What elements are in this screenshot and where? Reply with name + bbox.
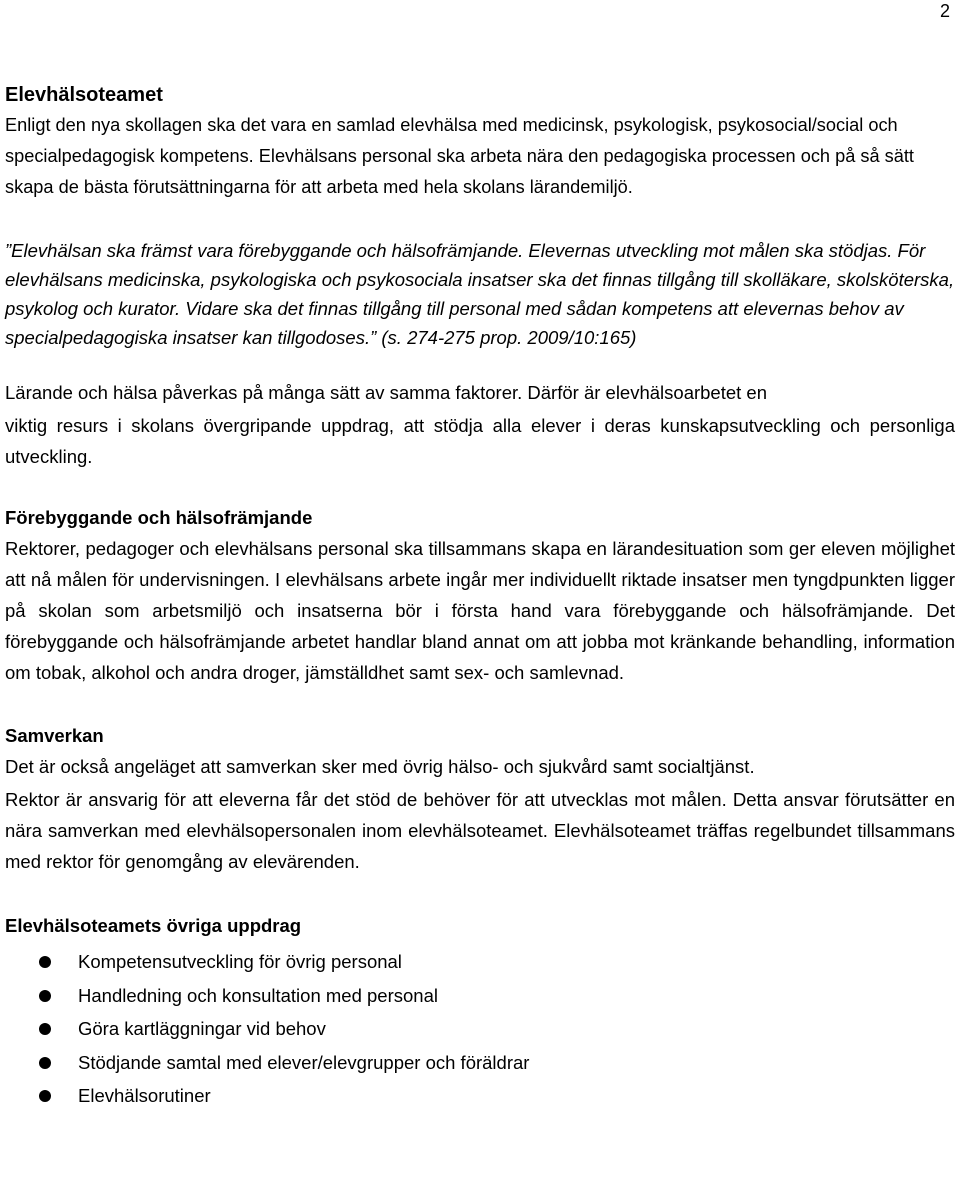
- bullet-icon: [39, 990, 51, 1002]
- bullet-icon: [39, 1057, 51, 1069]
- paragraph-larande: Lärande och hälsa påverkas på många sätt av samma faktorer. Därför är elevhälsoarbetet en: [5, 382, 768, 403]
- list-item-label: Elevhälsorutiner: [78, 1085, 211, 1106]
- list-item-label: Kompetensutveckling för övrig personal: [78, 951, 402, 972]
- intro-paragraph: Enligt den nya skollagen ska det vara en samlad elevhälsa med medicinsk, psykologisk, psykosocial/social och specialpedagogisk kompetens. Elevhälsans personal ska arbeta nära den pedagogiska processen och på så sätt skapa de bästa förutsättningarna för att arbeta med hela skolans lärandemiljö.: [5, 115, 914, 197]
- section-title-elevhalsoteamet: Elevhälsoteamet: [5, 84, 163, 106]
- list-item: [5, 945, 955, 979]
- section-title-ovriga-uppdrag: Elevhälsoteamets övriga uppdrag: [5, 915, 302, 936]
- document-body: [5, 80, 955, 1113]
- list-item: [5, 1012, 955, 1046]
- paragraph-forebyggande: Rektorer, pedagoger och elevhälsans personal ska tillsammans skapa en lärandesituation som ger eleven möjlighet att nå målen för undervisningen. I elevhälsans arbete ingår mer individuellt riktade insatser men tyngdpunkten ligger på skolan som arbetsmiljö och insatserna bör i första hand vara förebyggande och hälsofrämjande. Det förebyggande och hälsofrämjande arbetet handlar bland annat om att jobba mot kränkande behandling, information om tobak, alkohol och andra droger, jämställdhet samt sex- och samlevnad.: [5, 538, 955, 683]
- uppdrag-list: [5, 945, 955, 1113]
- list-item: [5, 1046, 955, 1080]
- section-title-samverkan: Samverkan: [5, 725, 104, 746]
- list-item-label: Handledning och konsultation med personal: [78, 984, 438, 1006]
- bullet-icon: [39, 956, 51, 968]
- list-item-label: Stödjande samtal med elever/elevgrupper och föräldrar: [78, 1051, 530, 1073]
- bullet-icon: [39, 1023, 51, 1035]
- page-number: 2: [939, 1, 950, 21]
- list-item-label: Göra kartläggningar vid behov: [78, 1018, 326, 1039]
- paragraph-samverkan-2: Rektor är ansvarig för att eleverna får det stöd de behöver för att utvecklas mot målen. Detta ansvar förutsätter en nära samverkan med elevhälsopersonalen inom elevhälsoteamet. Elevhälsoteamet träffas regelbundet tillsammans med rektor för genomgång av elevärenden.: [5, 789, 955, 872]
- bullet-icon: [39, 1090, 51, 1102]
- paragraph-samverkan-1: Det är också angeläget att samverkan sker med övrig hälso- och sjukvård samt socialtjänst.: [5, 756, 755, 777]
- paragraph-viktig-resurs: viktig resurs i skolans övergripande uppdrag, att stödja alla elever i deras kunskapsutveckling och personliga utveckling.: [5, 415, 955, 467]
- section-title-forebyggande: Förebyggande och hälsofrämjande: [5, 507, 313, 528]
- list-item: [5, 1079, 955, 1113]
- list-item: [5, 979, 955, 1013]
- quote-paragraph: ”Elevhälsan ska främst vara förebyggande och hälsofrämjande. Elevernas utveckling mot målen ska stödjas. För elevhälsans medicinska, psykologiska och psykosociala insatser ska det finnas tillgång till skolläkare, skolsköterska, psykolog och kurator. Vidare ska det finnas tillgång till personal med sådan kompetens att elevernas behov av specialpedagogiska insatser kan tillgodoses.” (s. 274-275 prop. 2009/10:165): [5, 240, 955, 348]
